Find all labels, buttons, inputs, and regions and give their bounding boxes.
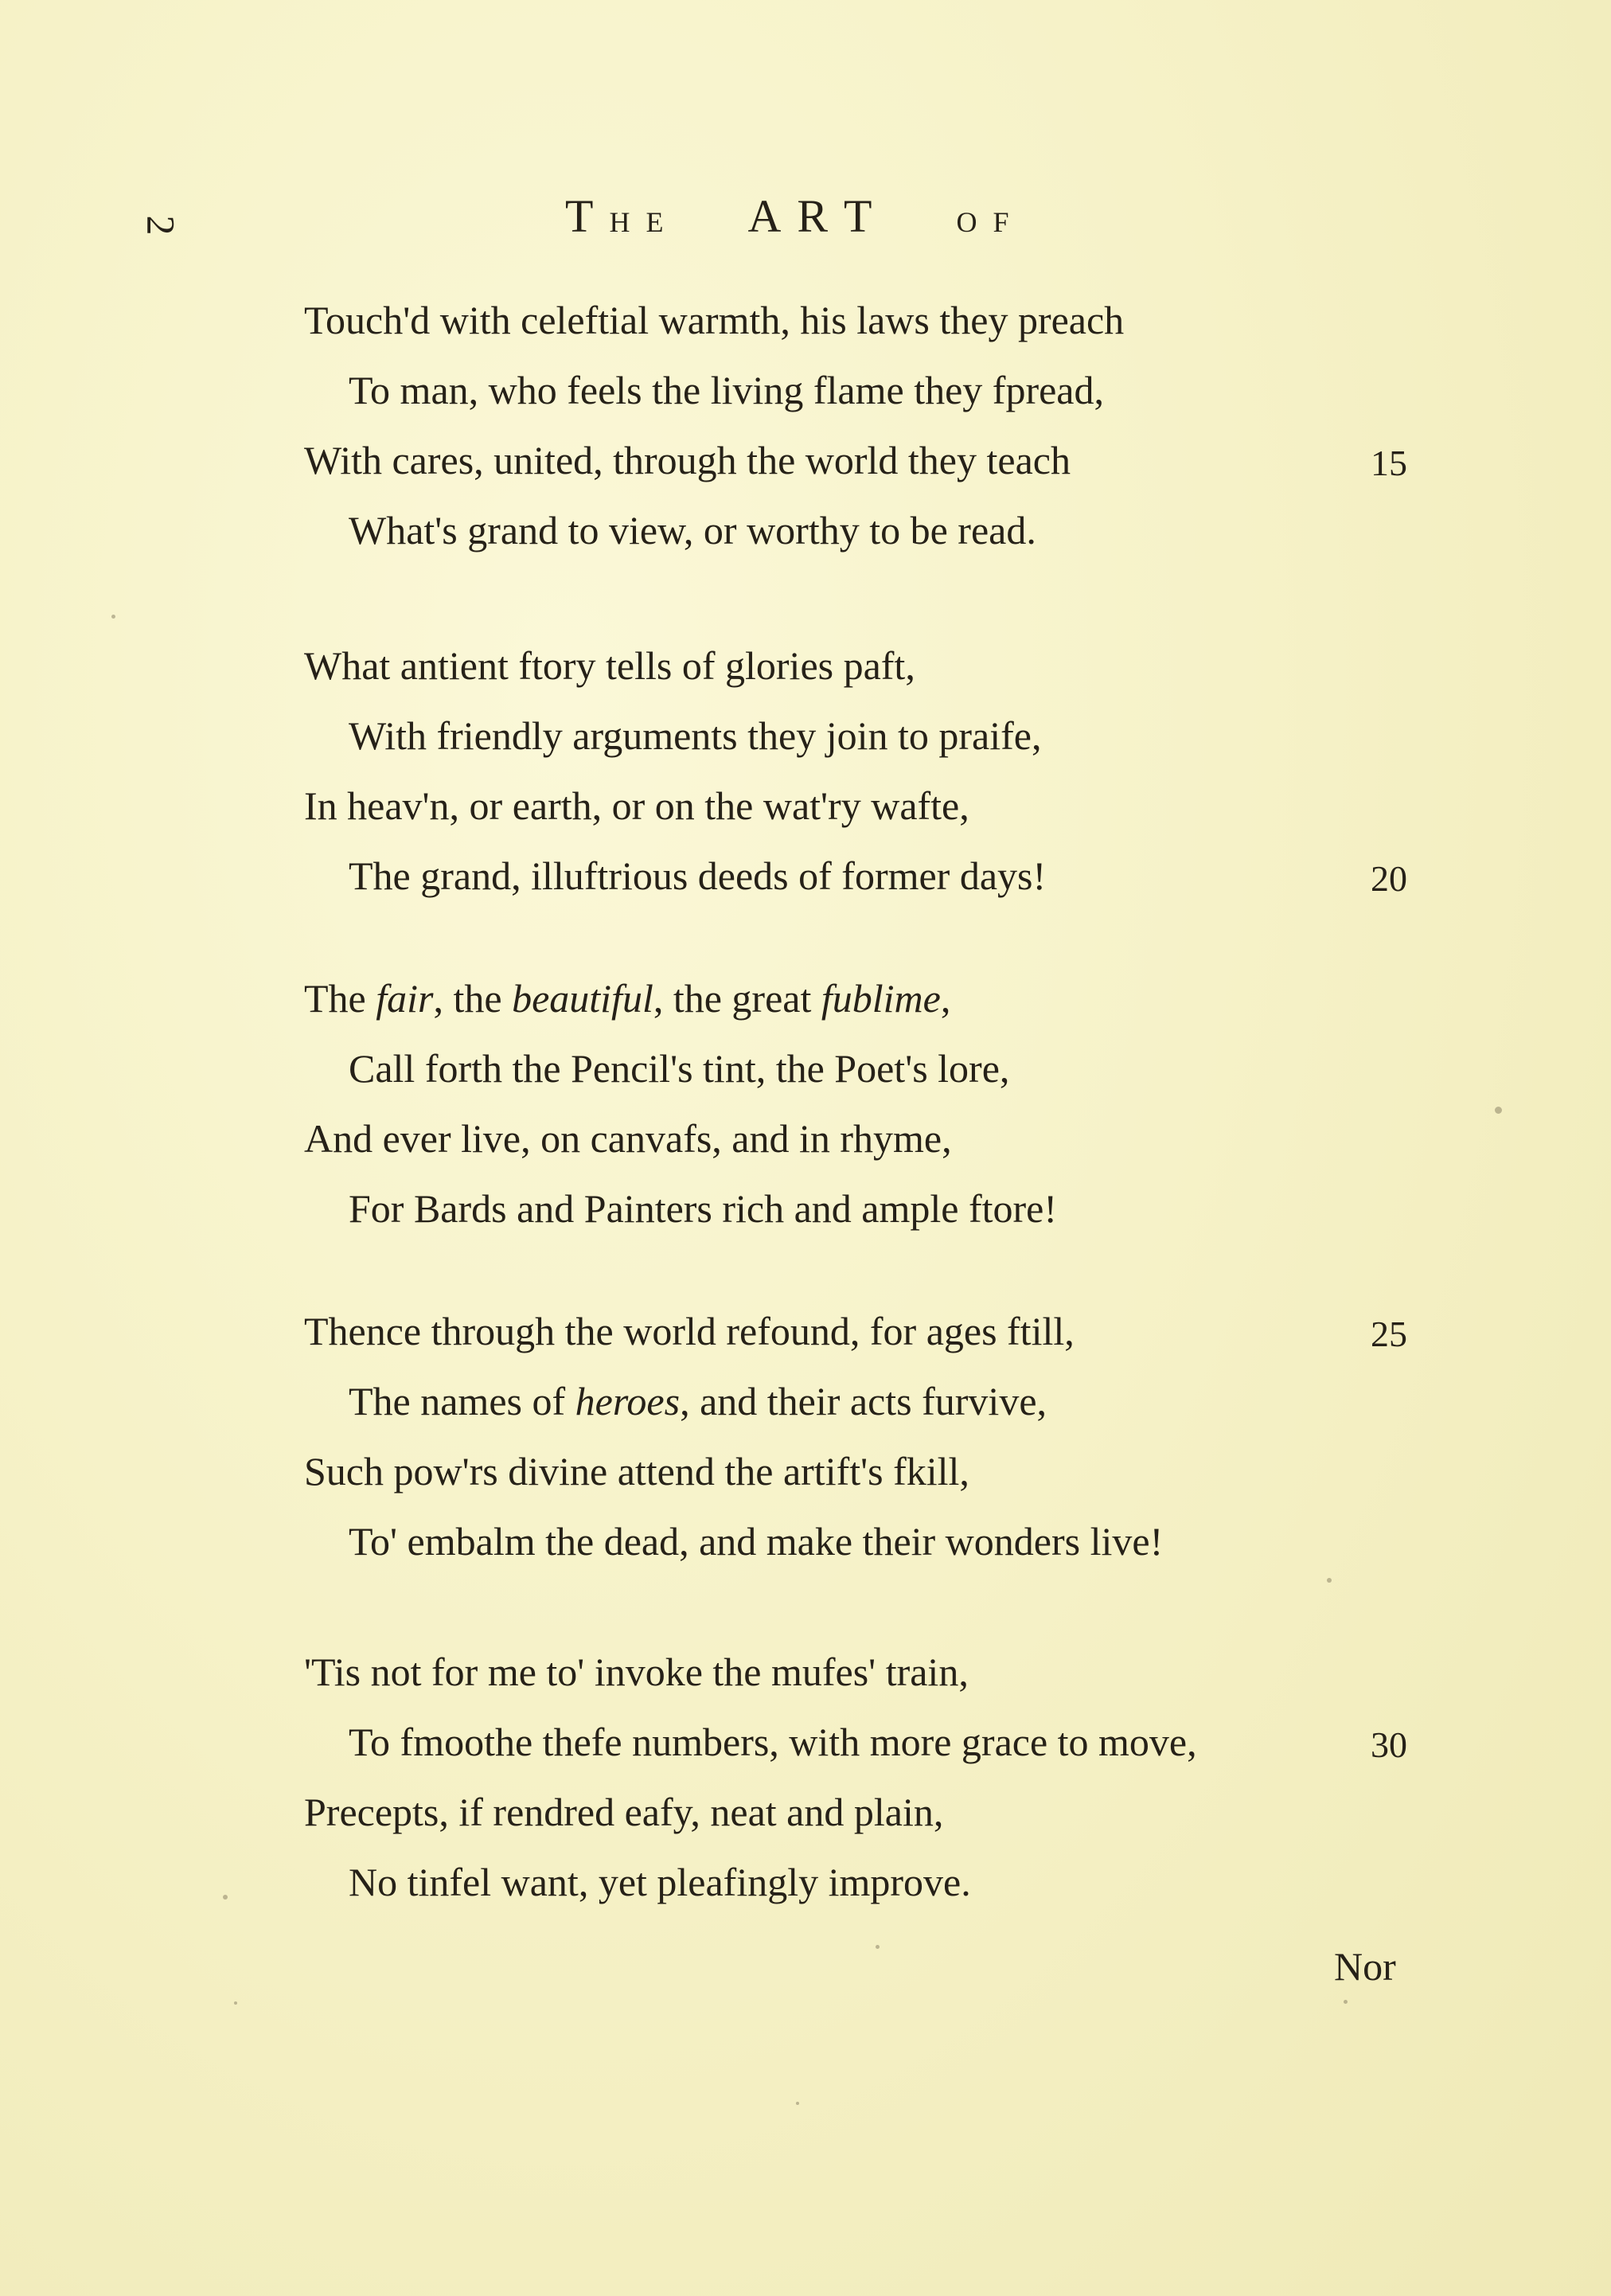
line-number: 30 xyxy=(1371,1724,1407,1765)
verse-line: In heav'n, or earth, or on the wat'ry wafte, xyxy=(304,783,969,828)
verse-line: With cares, united, through the world they teach xyxy=(304,438,1071,482)
line-number: 20 xyxy=(1371,858,1407,899)
running-head-letter: E xyxy=(646,206,680,238)
verse-italic-word: beautiful xyxy=(512,976,653,1021)
line-number: 15 xyxy=(1371,443,1407,483)
running-head-letter: H xyxy=(609,206,646,238)
paper-speck xyxy=(1344,2000,1348,2004)
verse-line: 'Tis not for me to' invoke the mufes' train, xyxy=(304,1650,969,1694)
paper-speck xyxy=(876,1945,880,1949)
verse-text-segment: The names of xyxy=(349,1379,575,1423)
paper-speck xyxy=(796,2102,799,2105)
page-number: 2 xyxy=(138,215,184,236)
verse-text-segment: , and their acts furvive, xyxy=(680,1379,1047,1423)
running-head-letter: A xyxy=(747,190,798,242)
running-head-letter: R xyxy=(797,190,845,242)
verse-line: Such pow'rs divine attend the artift's fkill, xyxy=(304,1449,969,1494)
verse-line: The grand, illuftrious deeds of former days! xyxy=(349,853,1047,898)
verse-line: And ever live, on canvafs, and in rhyme, xyxy=(304,1116,952,1161)
running-head-letter: F xyxy=(993,206,1025,238)
verse-line: Call forth the Pencil's tint, the Poet's lore, xyxy=(349,1046,1010,1091)
paper-speck xyxy=(1327,1578,1332,1583)
paper-speck xyxy=(111,615,115,619)
running-head-letter: T xyxy=(565,190,610,242)
verse-italic-word: heroes xyxy=(575,1379,681,1423)
paper-speck xyxy=(234,2001,237,2005)
verse-line: No tinfel want, yet pleafingly improve. xyxy=(349,1860,971,1904)
verse-line xyxy=(349,1377,1047,1425)
verse-line: To fmoothe thefe numbers, with more grace to move, xyxy=(349,1720,1197,1764)
verse-line: Precepts, if rendred eafy, neat and plain, xyxy=(304,1790,944,1834)
verse-line: Thence through the world refound, for ages ftill, xyxy=(304,1309,1075,1353)
catchword: Nor xyxy=(1334,1944,1396,1989)
verse-text-segment: , the xyxy=(433,976,513,1021)
verse-line xyxy=(304,974,950,1022)
verse-italic-word: fublime xyxy=(821,976,941,1021)
paper-speck xyxy=(1495,1107,1502,1114)
line-number: 25 xyxy=(1371,1314,1407,1354)
verse-text-segment: , the great xyxy=(653,976,821,1021)
verse-line: To man, who feels the living flame they fpread, xyxy=(349,368,1104,412)
verse-italic-word: fair xyxy=(376,976,434,1021)
verse-line: Touch'd with celeftial warmth, his laws they preach xyxy=(304,298,1125,342)
verse-text-segment: , xyxy=(940,976,951,1021)
paper-speck xyxy=(223,1895,228,1900)
running-head xyxy=(565,189,1024,245)
running-head-letter: T xyxy=(844,190,888,242)
verse-line: What antient ftory tells of glories paft, xyxy=(304,643,915,688)
verse-line: For Bards and Painters rich and ample ftore! xyxy=(349,1186,1058,1231)
verse-line: To' embalm the dead, and make their wonders live! xyxy=(349,1519,1164,1564)
verse-text-segment: The xyxy=(304,976,376,1021)
running-head-letter: O xyxy=(956,206,993,238)
verse-line: With friendly arguments they join to praife, xyxy=(349,713,1042,758)
verse-line: What's grand to view, or worthy to be read. xyxy=(349,508,1036,553)
